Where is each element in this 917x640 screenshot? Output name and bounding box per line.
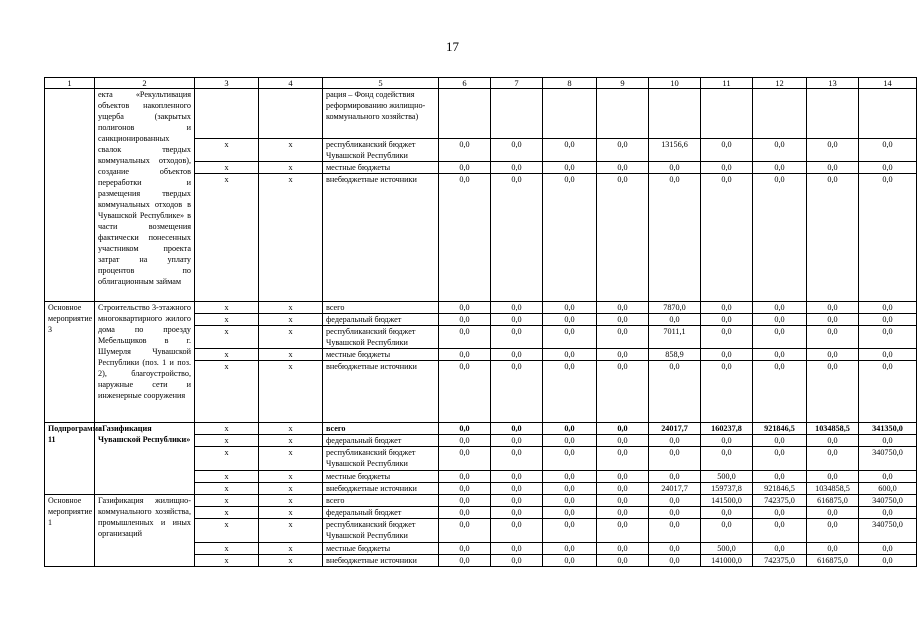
- header-cell: 4: [259, 78, 323, 89]
- value-cell: 0,0: [753, 471, 807, 483]
- value-cell: 0,0: [753, 349, 807, 361]
- value-cell: 0,0: [859, 435, 917, 447]
- value-cell: 340750,0: [859, 519, 917, 543]
- value-cell: 500,0: [701, 543, 753, 555]
- code-cell: x: [195, 471, 259, 483]
- value-cell: 0,0: [439, 543, 491, 555]
- value-cell: 0,0: [649, 543, 701, 555]
- code-cell: x: [259, 447, 323, 471]
- value-cell: 1034858,5: [807, 483, 859, 495]
- value-cell: 0,0: [491, 349, 543, 361]
- value-cell: 0,0: [543, 139, 597, 162]
- value-cell: 0,0: [753, 302, 807, 314]
- code-cell: x: [195, 139, 259, 162]
- value-cell: 0,0: [491, 435, 543, 447]
- value-cell: 0,0: [859, 162, 917, 174]
- table-body: [45, 89, 917, 567]
- value-cell: 0,0: [439, 495, 491, 507]
- header-cell: 8: [543, 78, 597, 89]
- value-cell: 0,0: [439, 361, 491, 423]
- code-cell: x: [259, 471, 323, 483]
- value-cell: 0,0: [701, 314, 753, 326]
- code-cell: x: [195, 423, 259, 435]
- value-cell: 0,0: [807, 139, 859, 162]
- value-cell: 0,0: [491, 162, 543, 174]
- value-cell: [807, 89, 859, 139]
- value-cell: 0,0: [753, 314, 807, 326]
- funding-source-cell: рация – Фонд содействия реформированию жилищно-коммунального хозяйства): [323, 89, 439, 139]
- code-cell: x: [259, 162, 323, 174]
- value-cell: 616875,0: [807, 555, 859, 567]
- value-cell: 0,0: [753, 174, 807, 302]
- value-cell: 616875,0: [807, 495, 859, 507]
- value-cell: 0,0: [439, 423, 491, 435]
- value-cell: 0,0: [807, 314, 859, 326]
- funding-source-cell: внебюджетные источники: [323, 361, 439, 423]
- value-cell: 0,0: [597, 543, 649, 555]
- code-cell: x: [195, 555, 259, 567]
- value-cell: 0,0: [701, 174, 753, 302]
- value-cell: 0,0: [649, 519, 701, 543]
- value-cell: [491, 89, 543, 139]
- value-cell: 0,0: [597, 314, 649, 326]
- value-cell: 0,0: [649, 162, 701, 174]
- value-cell: 0,0: [701, 349, 753, 361]
- funding-source-cell: всего: [323, 423, 439, 435]
- code-cell: x: [195, 483, 259, 495]
- value-cell: 0,0: [439, 162, 491, 174]
- value-cell: 0,0: [701, 361, 753, 423]
- value-cell: 0,0: [807, 519, 859, 543]
- value-cell: 500,0: [701, 471, 753, 483]
- value-cell: 0,0: [491, 314, 543, 326]
- value-cell: 340750,0: [859, 447, 917, 471]
- code-cell: [259, 89, 323, 139]
- program-status-cell: Основное мероприятие 3: [45, 302, 95, 423]
- value-cell: 0,0: [859, 555, 917, 567]
- value-cell: 0,0: [701, 507, 753, 519]
- header-cell: 7: [491, 78, 543, 89]
- value-cell: 0,0: [597, 302, 649, 314]
- value-cell: 0,0: [597, 519, 649, 543]
- code-cell: [195, 89, 259, 139]
- funding-source-cell: республиканский бюджет Чувашской Республики: [323, 519, 439, 543]
- value-cell: 0,0: [439, 314, 491, 326]
- funding-source-cell: федеральный бюджет: [323, 435, 439, 447]
- funding-source-cell: местные бюджеты: [323, 543, 439, 555]
- value-cell: 0,0: [543, 435, 597, 447]
- value-cell: 0,0: [753, 507, 807, 519]
- value-cell: 0,0: [439, 555, 491, 567]
- value-cell: 0,0: [597, 447, 649, 471]
- value-cell: 0,0: [753, 543, 807, 555]
- funding-source-cell: внебюджетные источники: [323, 174, 439, 302]
- value-cell: 0,0: [701, 519, 753, 543]
- value-cell: 0,0: [649, 471, 701, 483]
- value-cell: 0,0: [597, 326, 649, 349]
- program-status-cell: Подпрограмма 11: [45, 423, 95, 495]
- value-cell: 742375,0: [753, 495, 807, 507]
- value-cell: 0,0: [491, 543, 543, 555]
- value-cell: 0,0: [807, 302, 859, 314]
- value-cell: [543, 89, 597, 139]
- value-cell: 0,0: [491, 507, 543, 519]
- value-cell: 0,0: [597, 507, 649, 519]
- value-cell: 0,0: [597, 555, 649, 567]
- value-cell: 0,0: [859, 361, 917, 423]
- code-cell: x: [259, 543, 323, 555]
- code-cell: x: [195, 326, 259, 349]
- value-cell: 0,0: [701, 447, 753, 471]
- code-cell: x: [195, 302, 259, 314]
- value-cell: 0,0: [491, 423, 543, 435]
- value-cell: 0,0: [753, 139, 807, 162]
- funding-source-cell: местные бюджеты: [323, 349, 439, 361]
- header-cell: 2: [95, 78, 195, 89]
- funding-source-cell: всего: [323, 495, 439, 507]
- value-cell: 0,0: [649, 361, 701, 423]
- value-cell: 0,0: [649, 507, 701, 519]
- value-cell: 0,0: [753, 361, 807, 423]
- value-cell: 141000,0: [701, 555, 753, 567]
- header-cell: 3: [195, 78, 259, 89]
- code-cell: x: [195, 519, 259, 543]
- value-cell: 600,0: [859, 483, 917, 495]
- value-cell: 0,0: [597, 174, 649, 302]
- value-cell: 0,0: [859, 314, 917, 326]
- header-cell: 13: [807, 78, 859, 89]
- table-row: [45, 89, 917, 139]
- value-cell: 0,0: [543, 361, 597, 423]
- header-cell: 11: [701, 78, 753, 89]
- code-cell: x: [259, 361, 323, 423]
- value-cell: 7870,0: [649, 302, 701, 314]
- code-cell: x: [195, 361, 259, 423]
- funding-source-cell: республиканский бюджет Чувашской Республики: [323, 447, 439, 471]
- header-cell: 1: [45, 78, 95, 89]
- value-cell: 921846,5: [753, 483, 807, 495]
- funding-source-cell: местные бюджеты: [323, 471, 439, 483]
- code-cell: x: [259, 314, 323, 326]
- value-cell: 0,0: [701, 435, 753, 447]
- value-cell: 0,0: [439, 507, 491, 519]
- value-cell: 0,0: [807, 162, 859, 174]
- funding-source-cell: всего: [323, 302, 439, 314]
- code-cell: x: [195, 543, 259, 555]
- value-cell: 0,0: [807, 447, 859, 471]
- value-cell: 0,0: [701, 162, 753, 174]
- header-cell: 10: [649, 78, 701, 89]
- program-name-cell: екта «Рекультивация объектов накопленного ущерба (закрытых полигонов и санкционированных свалок твердых коммунальных отходов), создание объектов переработки и размещения твердых коммунальных отходов в Чувашской Республике» в части возмещения фактически понесенных участником проекта затрат на уплату процентов по облигационным займам: [95, 89, 195, 302]
- value-cell: 0,0: [597, 139, 649, 162]
- code-cell: x: [259, 495, 323, 507]
- value-cell: 0,0: [701, 139, 753, 162]
- value-cell: 24017,7: [649, 423, 701, 435]
- value-cell: 0,0: [701, 302, 753, 314]
- value-cell: 0,0: [859, 326, 917, 349]
- code-cell: x: [195, 507, 259, 519]
- program-name-cell: Газификация жилищно-коммунального хозяйства, промышленных и иных организаций: [95, 495, 195, 567]
- value-cell: 0,0: [491, 483, 543, 495]
- value-cell: 0,0: [543, 471, 597, 483]
- value-cell: 0,0: [753, 326, 807, 349]
- value-cell: 13156,6: [649, 139, 701, 162]
- value-cell: 0,0: [859, 507, 917, 519]
- value-cell: 0,0: [597, 423, 649, 435]
- value-cell: [753, 89, 807, 139]
- value-cell: 0,0: [491, 447, 543, 471]
- value-cell: 858,9: [649, 349, 701, 361]
- value-cell: 1034858,5: [807, 423, 859, 435]
- value-cell: 0,0: [543, 302, 597, 314]
- code-cell: x: [259, 349, 323, 361]
- code-cell: x: [195, 447, 259, 471]
- value-cell: 0,0: [543, 423, 597, 435]
- funding-source-cell: республиканский бюджет Чувашской Республики: [323, 326, 439, 349]
- value-cell: 0,0: [439, 471, 491, 483]
- value-cell: 0,0: [439, 326, 491, 349]
- value-cell: 0,0: [597, 435, 649, 447]
- value-cell: 0,0: [543, 174, 597, 302]
- value-cell: [859, 89, 917, 139]
- value-cell: 0,0: [649, 447, 701, 471]
- funding-source-cell: местные бюджеты: [323, 162, 439, 174]
- value-cell: 0,0: [439, 302, 491, 314]
- code-cell: x: [259, 423, 323, 435]
- value-cell: 141500,0: [701, 495, 753, 507]
- value-cell: 0,0: [543, 483, 597, 495]
- value-cell: 0,0: [859, 174, 917, 302]
- value-cell: 0,0: [439, 174, 491, 302]
- value-cell: [649, 89, 701, 139]
- value-cell: 0,0: [543, 162, 597, 174]
- value-cell: 0,0: [491, 519, 543, 543]
- table-row: [45, 302, 917, 314]
- value-cell: 0,0: [649, 555, 701, 567]
- page-number: 17: [446, 39, 459, 54]
- value-cell: 0,0: [807, 543, 859, 555]
- code-cell: x: [195, 435, 259, 447]
- header-cell: 6: [439, 78, 491, 89]
- value-cell: 0,0: [649, 435, 701, 447]
- value-cell: 159737,8: [701, 483, 753, 495]
- funding-source-cell: федеральный бюджет: [323, 507, 439, 519]
- value-cell: 0,0: [439, 447, 491, 471]
- value-cell: 0,0: [543, 495, 597, 507]
- value-cell: 7011,1: [649, 326, 701, 349]
- value-cell: 0,0: [439, 483, 491, 495]
- value-cell: [701, 89, 753, 139]
- value-cell: 0,0: [543, 447, 597, 471]
- value-cell: 0,0: [439, 435, 491, 447]
- value-cell: 0,0: [491, 495, 543, 507]
- value-cell: 0,0: [491, 471, 543, 483]
- value-cell: 0,0: [543, 555, 597, 567]
- code-cell: x: [195, 314, 259, 326]
- code-cell: x: [195, 174, 259, 302]
- value-cell: 0,0: [543, 507, 597, 519]
- value-cell: 0,0: [753, 447, 807, 471]
- program-status-cell: Основное мероприятие 1: [45, 495, 95, 567]
- program-status-cell: [45, 89, 95, 302]
- value-cell: 0,0: [859, 543, 917, 555]
- value-cell: 0,0: [807, 435, 859, 447]
- value-cell: 0,0: [439, 349, 491, 361]
- value-cell: 0,0: [597, 483, 649, 495]
- value-cell: 341350,0: [859, 423, 917, 435]
- value-cell: 0,0: [753, 435, 807, 447]
- value-cell: 0,0: [491, 174, 543, 302]
- value-cell: 0,0: [597, 361, 649, 423]
- value-cell: 24017,7: [649, 483, 701, 495]
- code-cell: x: [259, 139, 323, 162]
- value-cell: [439, 89, 491, 139]
- code-cell: x: [259, 555, 323, 567]
- value-cell: 0,0: [597, 495, 649, 507]
- value-cell: 0,0: [597, 349, 649, 361]
- funding-source-cell: федеральный бюджет: [323, 314, 439, 326]
- code-cell: x: [259, 483, 323, 495]
- value-cell: 921846,5: [753, 423, 807, 435]
- value-cell: 0,0: [597, 162, 649, 174]
- value-cell: 0,0: [859, 349, 917, 361]
- value-cell: 0,0: [701, 326, 753, 349]
- header-cell: 5: [323, 78, 439, 89]
- program-name-cell: «Газификация Чувашской Республики»: [95, 423, 195, 495]
- code-cell: x: [195, 349, 259, 361]
- value-cell: 0,0: [543, 519, 597, 543]
- value-cell: 0,0: [753, 162, 807, 174]
- code-cell: x: [259, 435, 323, 447]
- value-cell: 0,0: [649, 314, 701, 326]
- value-cell: 0,0: [649, 174, 701, 302]
- header-cell: 12: [753, 78, 807, 89]
- code-cell: x: [259, 174, 323, 302]
- value-cell: 0,0: [491, 555, 543, 567]
- table-row: [45, 495, 917, 507]
- budget-table: [44, 77, 917, 567]
- value-cell: 0,0: [491, 361, 543, 423]
- value-cell: 0,0: [543, 326, 597, 349]
- code-cell: x: [259, 519, 323, 543]
- value-cell: 160237,8: [701, 423, 753, 435]
- column-number-row: [45, 78, 917, 89]
- value-cell: 0,0: [543, 543, 597, 555]
- funding-source-cell: республиканский бюджет Чувашской Республики: [323, 139, 439, 162]
- value-cell: 742375,0: [753, 555, 807, 567]
- value-cell: 0,0: [753, 519, 807, 543]
- value-cell: 0,0: [543, 314, 597, 326]
- program-name-cell: Строительство 3-этажного многоквартирного жилого дома по проезду Мебельщиков в г. Шумерля Чувашской Республики (поз. 1 и поз. 2), благоустройство, наружные сети и инженерные сооружения: [95, 302, 195, 423]
- value-cell: 0,0: [807, 349, 859, 361]
- header-cell: 9: [597, 78, 649, 89]
- value-cell: 0,0: [859, 471, 917, 483]
- header-cell: 14: [859, 78, 917, 89]
- value-cell: 0,0: [597, 471, 649, 483]
- value-cell: 0,0: [491, 139, 543, 162]
- code-cell: x: [259, 326, 323, 349]
- value-cell: 0,0: [859, 139, 917, 162]
- value-cell: 0,0: [807, 174, 859, 302]
- value-cell: 0,0: [807, 471, 859, 483]
- value-cell: 0,0: [491, 302, 543, 314]
- code-cell: x: [259, 507, 323, 519]
- value-cell: 340750,0: [859, 495, 917, 507]
- value-cell: 0,0: [491, 326, 543, 349]
- value-cell: 0,0: [859, 302, 917, 314]
- code-cell: x: [195, 495, 259, 507]
- table-row: [45, 423, 917, 435]
- value-cell: 0,0: [807, 361, 859, 423]
- value-cell: 0,0: [649, 495, 701, 507]
- value-cell: 0,0: [807, 326, 859, 349]
- code-cell: x: [259, 302, 323, 314]
- value-cell: 0,0: [807, 507, 859, 519]
- value-cell: [597, 89, 649, 139]
- value-cell: 0,0: [439, 519, 491, 543]
- code-cell: x: [195, 162, 259, 174]
- funding-source-cell: внебюджетные источники: [323, 483, 439, 495]
- funding-source-cell: внебюджетные источники: [323, 555, 439, 567]
- value-cell: 0,0: [543, 349, 597, 361]
- value-cell: 0,0: [439, 139, 491, 162]
